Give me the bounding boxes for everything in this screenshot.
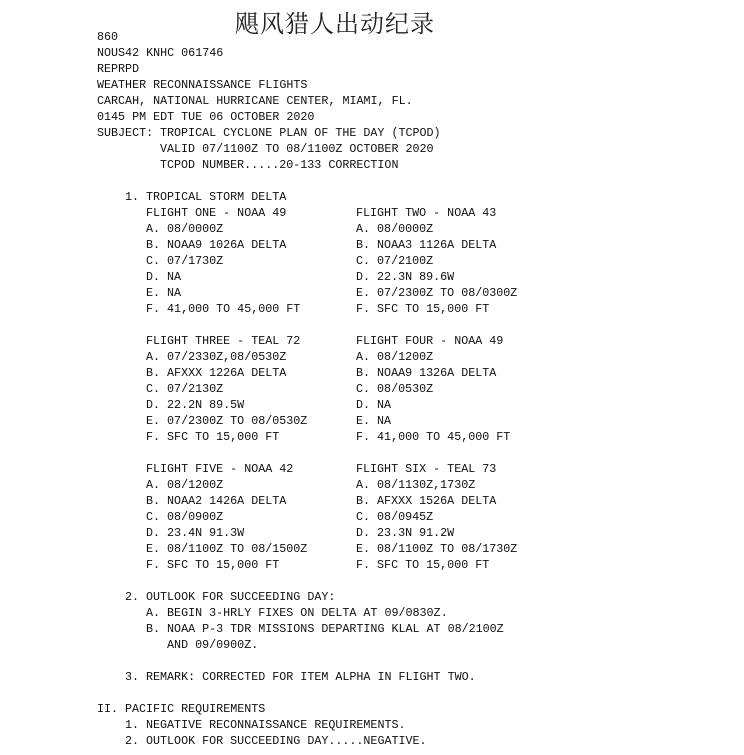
flight-item: D. 23.4N 91.3W xyxy=(146,526,245,540)
flight-item: B. AFXXX 1226A DELTA xyxy=(146,366,287,380)
flight-item: D. NA xyxy=(356,398,392,412)
pacific-item: OUTLOOK FOR SUCCEEDING DAY.....NEGATIVE. xyxy=(146,734,427,748)
header-line: WEATHER RECONNAISSANCE FLIGHTS xyxy=(97,78,308,92)
document-title: 飓风猎人出动纪录 xyxy=(235,10,435,38)
header-line: 0145 PM EDT TUE 06 OCTOBER 2020 xyxy=(97,110,315,124)
flight-item: F. 41,000 TO 45,000 FT xyxy=(146,302,301,316)
section-heading: PACIFIC REQUIREMENTS xyxy=(125,702,266,716)
flight-item: E. 07/2300Z TO 08/0300Z xyxy=(356,286,518,300)
flight-item: F. SFC TO 15,000 FT xyxy=(146,558,280,572)
subject-label: SUBJECT: xyxy=(97,126,154,140)
flight-item: E. 08/1100Z TO 08/1500Z xyxy=(146,542,308,556)
flight-title: FLIGHT TWO - NOAA 43 xyxy=(356,206,497,220)
header-line: 860 xyxy=(97,30,119,44)
section-number: 3. xyxy=(125,670,140,684)
flight-item: A. 08/0000Z xyxy=(146,222,224,236)
flight-item: F. SFC TO 15,000 FT xyxy=(356,558,490,572)
flight-title: FLIGHT ONE - NOAA 49 xyxy=(146,206,287,220)
flight-item: B. NOAA9 1026A DELTA xyxy=(146,238,287,252)
flight-item: A. 07/2330Z,08/0530Z xyxy=(146,350,287,364)
flight-item: F. SFC TO 15,000 FT xyxy=(146,430,280,444)
flight-item: B. NOAA9 1326A DELTA xyxy=(356,366,497,380)
flight-item: D. 22.2N 89.5W xyxy=(146,398,245,412)
item-number: 2. xyxy=(125,734,140,748)
flight-item: F. 41,000 TO 45,000 FT xyxy=(356,430,511,444)
flight-item: F. SFC TO 15,000 FT xyxy=(356,302,490,316)
flight-item: C. 08/0900Z xyxy=(146,510,224,524)
flight-item: A. 08/1130Z,1730Z xyxy=(356,478,476,492)
outlook-item: A. BEGIN 3-HRLY FIXES ON DELTA AT 09/0830Z. xyxy=(146,606,448,620)
flight-title: FLIGHT FIVE - NOAA 42 xyxy=(146,462,294,476)
flight-item: E. NA xyxy=(356,414,392,428)
flight-item: D. 23.3N 91.2W xyxy=(356,526,455,540)
flight-item: B. NOAA3 1126A DELTA xyxy=(356,238,497,252)
flight-item: B. NOAA2 1426A DELTA xyxy=(146,494,287,508)
section-heading: OUTLOOK FOR SUCCEEDING DAY: xyxy=(146,590,336,604)
remark-text: REMARK: CORRECTED FOR ITEM ALPHA IN FLIGHT TWO. xyxy=(146,670,476,684)
flight-item: A. 08/1200Z xyxy=(146,478,224,492)
subject-line: VALID 07/1100Z TO 08/1100Z OCTOBER 2020 xyxy=(160,142,434,156)
flight-item: E. 08/1100Z TO 08/1730Z xyxy=(356,542,518,556)
flight-title: FLIGHT THREE - TEAL 72 xyxy=(146,334,301,348)
flight-item: E. NA xyxy=(146,286,182,300)
flight-item: D. NA xyxy=(146,270,182,284)
flight-item: E. 07/2300Z TO 08/0530Z xyxy=(146,414,308,428)
flight-item: C. 07/2130Z xyxy=(146,382,224,396)
header-line: CARCAH, NATIONAL HURRICANE CENTER, MIAMI, FL. xyxy=(97,94,413,108)
flight-item: C. 07/1730Z xyxy=(146,254,224,268)
flight-item: C. 08/0945Z xyxy=(356,510,434,524)
subject-line: TCPOD NUMBER.....20-133 CORRECTION xyxy=(160,158,399,172)
item-number: 1. xyxy=(125,718,140,732)
header-line: REPRPD xyxy=(97,62,140,76)
subject-line: TROPICAL CYCLONE PLAN OF THE DAY (TCPOD) xyxy=(160,126,441,140)
section-number: 2. xyxy=(125,590,140,604)
section-heading: TROPICAL STORM DELTA xyxy=(146,190,287,204)
pacific-item: NEGATIVE RECONNAISSANCE REQUIREMENTS. xyxy=(146,718,406,732)
flight-item: B. AFXXX 1526A DELTA xyxy=(356,494,497,508)
flight-item: D. 22.3N 89.6W xyxy=(356,270,455,284)
section-number: II. xyxy=(97,702,119,716)
flight-item: A. 08/0000Z xyxy=(356,222,434,236)
section-number: 1. xyxy=(125,190,140,204)
header-line: NOUS42 KNHC 061746 xyxy=(97,46,224,60)
flight-item: C. 07/2100Z xyxy=(356,254,434,268)
flight-title: FLIGHT SIX - TEAL 73 xyxy=(356,462,497,476)
flight-title: FLIGHT FOUR - NOAA 49 xyxy=(356,334,504,348)
outlook-item: B. NOAA P-3 TDR MISSIONS DEPARTING KLAL AT 08/2100Z xyxy=(146,622,504,636)
outlook-item: AND 09/0900Z. xyxy=(146,638,259,652)
flight-item: A. 08/1200Z xyxy=(356,350,434,364)
flight-item: C. 08/0530Z xyxy=(356,382,434,396)
